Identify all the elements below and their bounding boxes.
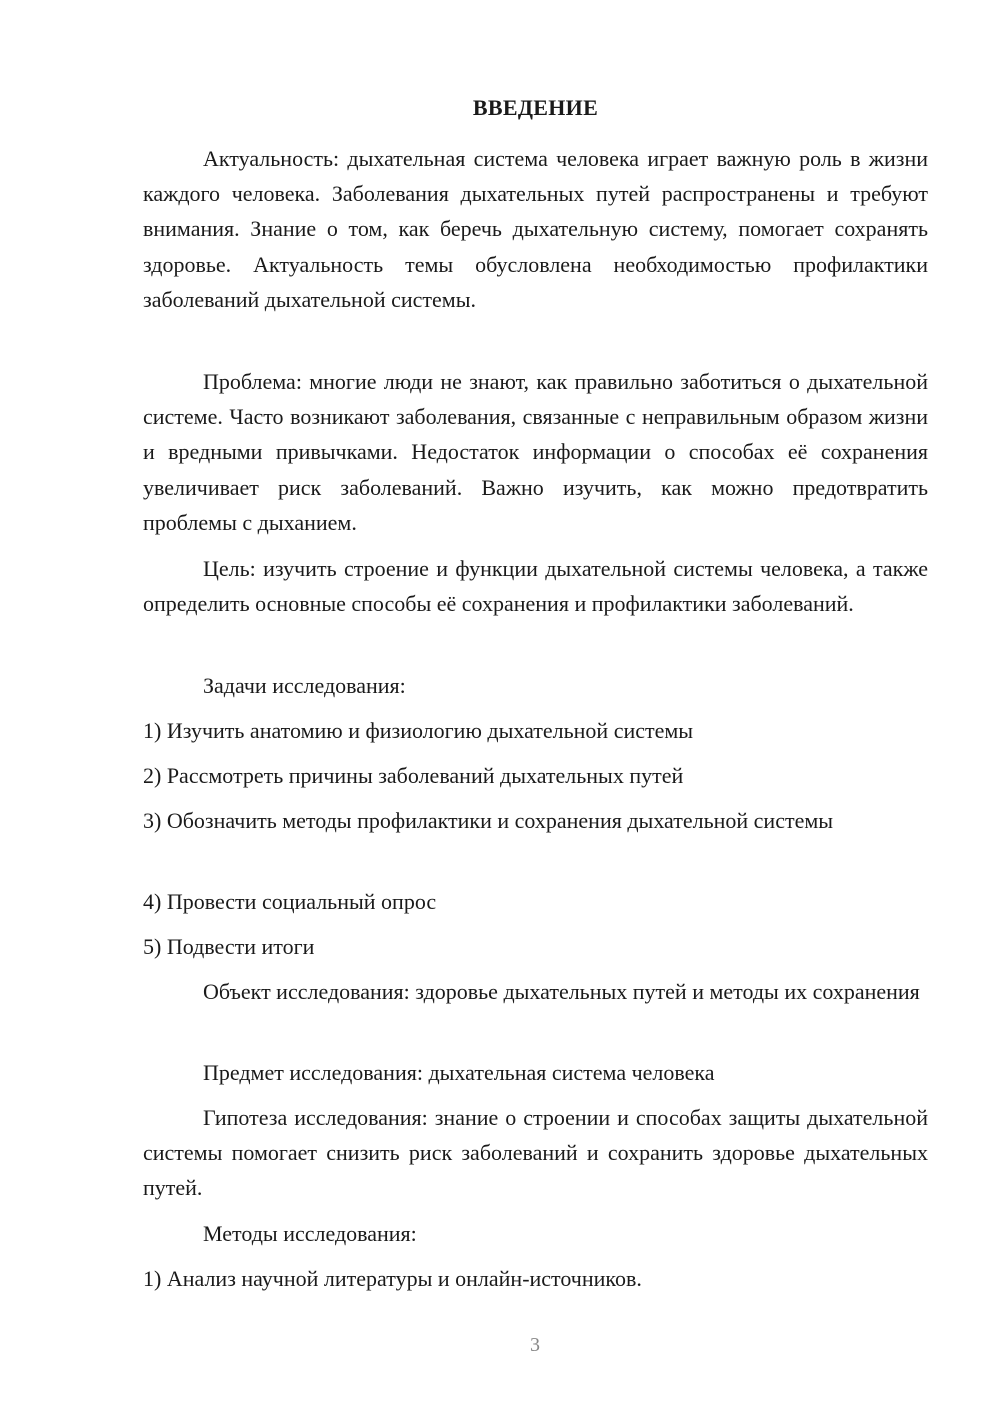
paragraph-subject: Предмет исследования: дыхательная система человека bbox=[203, 1060, 715, 1085]
page-title: ВВЕДЕНИЕ bbox=[472, 95, 599, 120]
list-item: 3) Обозначить методы профилактики и сохранения дыхательной системы bbox=[143, 808, 834, 833]
paragraph-hypothesis: Гипотеза исследования: знание о строении и способах защиты дыхательной системы помогает снизить риск заболеваний и сохранить здоровье дыхательных путей. bbox=[143, 1105, 928, 1201]
tasks-heading: Задачи исследования: bbox=[203, 673, 406, 698]
paragraph-problem: Проблема: многие люди не знают, как правильно заботиться о дыхательной системе. Часто возникают заболевания, связанные с неправильным образом жизни и вредными привычками. Недостаток информации о способах её сохранения увеличивает риск заболеваний. Важно изучить, как можно предотвратить проблемы с дыханием. bbox=[143, 369, 928, 535]
methods-heading: Методы исследования: bbox=[203, 1221, 417, 1246]
page-number: 3 bbox=[530, 1334, 540, 1356]
list-item: 2) Рассмотреть причины заболеваний дыхательных путей bbox=[143, 763, 684, 788]
list-item: 4) Провести социальный опрос bbox=[143, 889, 437, 914]
list-item: 1) Изучить анатомию и физиологию дыхательной системы bbox=[143, 718, 694, 743]
paragraph-goal: Цель: изучить строение и функции дыхательной системы человека, а также определить основные способы её сохранения и профилактики заболеваний. bbox=[143, 556, 928, 617]
paragraph-object: Объект исследования: здоровье дыхательных путей и методы их сохранения bbox=[203, 979, 920, 1004]
paragraph-actuality: Актуальность: дыхательная система человека играет важную роль в жизни каждого человека. Заболевания дыхательных путей распространены и требуют внимания. Знание о том, как беречь дыхательную систему, помогает сохранять здоровье. Актуальность темы обусловлена необходимостью профилактики заболеваний дыхательной системы. bbox=[143, 146, 928, 312]
list-item: 5) Подвести итоги bbox=[143, 934, 315, 959]
list-item: 1) Анализ научной литературы и онлайн-источников. bbox=[143, 1266, 642, 1291]
